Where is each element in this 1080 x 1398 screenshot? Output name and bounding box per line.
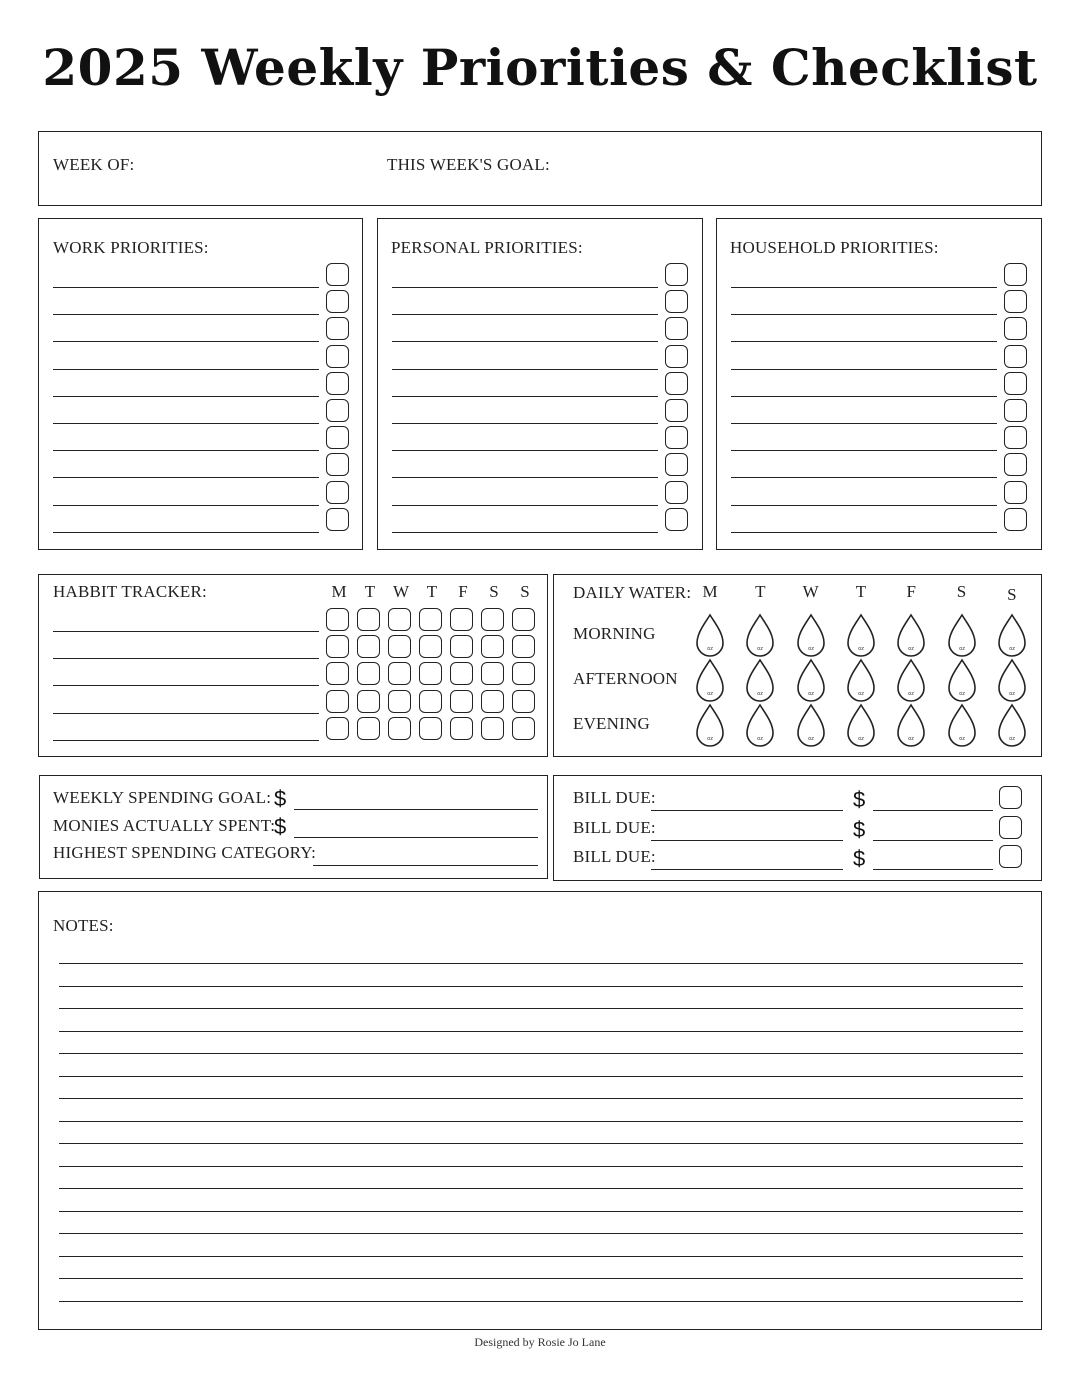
household-priorities-checkbox[interactable]: [1004, 453, 1027, 476]
household-priorities-line[interactable]: [731, 341, 997, 342]
spending-goal-line[interactable]: [294, 809, 538, 810]
water-day-header: S: [1007, 585, 1017, 604]
bill-amount-line[interactable]: [873, 810, 993, 811]
habit-checkbox[interactable]: [450, 662, 473, 685]
note-line[interactable]: [59, 1301, 1023, 1302]
water-drop-unit: oz: [1008, 736, 1015, 742]
personal-priorities-checkbox[interactable]: [665, 508, 688, 531]
water-day-header: F: [906, 582, 916, 601]
habit-checkbox[interactable]: [481, 608, 504, 631]
habit-checkbox[interactable]: [419, 608, 442, 631]
water-drop-unit: oz: [707, 691, 713, 697]
habit-checkbox[interactable]: [388, 608, 411, 631]
work-priorities-line[interactable]: [53, 369, 319, 370]
note-line[interactable]: [59, 1256, 1023, 1257]
bills-panel: [553, 775, 1042, 881]
water-drop-unit: oz: [1008, 691, 1015, 697]
spent-label: MONIES ACTUALLY SPENT:: [53, 816, 276, 835]
designer-credit: Designed by Rosie Jo Lane: [474, 1335, 606, 1349]
personal-priorities-panel: [377, 218, 703, 550]
habit-checkbox[interactable]: [419, 662, 442, 685]
household-priorities-line[interactable]: [731, 477, 997, 478]
habit-checkbox[interactable]: [357, 608, 380, 631]
household-priorities-checkbox[interactable]: [1004, 263, 1027, 286]
water-drop-unit: oz: [757, 691, 764, 697]
water-drop-unit: oz: [958, 691, 965, 697]
personal-priorities-line[interactable]: [392, 532, 658, 533]
week-header-panel: [38, 131, 1042, 206]
personal-priorities-checkbox[interactable]: [665, 481, 688, 504]
personal-priorities-line[interactable]: [392, 505, 658, 506]
work-priorities-line[interactable]: [53, 314, 319, 315]
water-drop-unit: oz: [908, 646, 915, 652]
habit-tracker-panel: [38, 574, 548, 757]
household-priorities-label: HOUSEHOLD PRIORITIES:: [730, 238, 939, 257]
habit-checkbox[interactable]: [326, 662, 349, 685]
habit-checkbox[interactable]: [450, 690, 473, 713]
water-drop-unit: oz: [1008, 646, 1015, 652]
note-line[interactable]: [59, 1233, 1023, 1234]
work-priorities-checkbox[interactable]: [326, 399, 349, 422]
work-priorities-line[interactable]: [53, 287, 319, 288]
work-priorities-checkbox[interactable]: [326, 263, 349, 286]
note-line[interactable]: [59, 1143, 1023, 1144]
water-drop-icon[interactable]: [947, 613, 977, 657]
work-priorities-line[interactable]: [53, 450, 319, 451]
water-day-header: M: [702, 582, 718, 601]
habit-checkbox[interactable]: [512, 690, 535, 713]
household-priorities-line[interactable]: [731, 532, 997, 533]
spent-line[interactable]: [294, 837, 538, 838]
personal-priorities-checkbox[interactable]: [665, 345, 688, 368]
water-drop-icon[interactable]: [695, 613, 725, 657]
water-drop-icon[interactable]: [997, 613, 1027, 657]
work-priorities-line[interactable]: [53, 341, 319, 342]
work-priorities-checkbox[interactable]: [326, 290, 349, 313]
habit-day-header: W: [392, 582, 410, 601]
water-drop-icon[interactable]: [846, 613, 876, 657]
water-drop-icon[interactable]: [796, 613, 826, 657]
habit-checkbox[interactable]: [357, 717, 380, 740]
household-priorities-checkbox[interactable]: [1004, 508, 1027, 531]
habit-checkbox[interactable]: [326, 635, 349, 658]
spending-panel: [39, 775, 548, 879]
personal-priorities-label: PERSONAL PRIORITIES:: [391, 238, 583, 257]
note-line[interactable]: [59, 1053, 1023, 1054]
habit-checkbox[interactable]: [481, 717, 504, 740]
household-priorities-checkbox[interactable]: [1004, 290, 1027, 313]
water-drop-unit: oz: [807, 736, 814, 742]
bill-dollar: $: [853, 846, 866, 871]
note-line[interactable]: [59, 1098, 1023, 1099]
habit-day-header: M: [331, 582, 347, 601]
work-priorities-line[interactable]: [53, 396, 319, 397]
work-priorities-checkbox[interactable]: [326, 481, 349, 504]
water-drop-unit: oz: [858, 691, 864, 697]
habit-checkbox[interactable]: [357, 635, 380, 658]
water-drop-icon[interactable]: [997, 658, 1027, 702]
habit-checkbox[interactable]: [450, 717, 473, 740]
habit-checkbox[interactable]: [512, 662, 535, 685]
personal-priorities-line[interactable]: [392, 341, 658, 342]
note-line[interactable]: [59, 1278, 1023, 1279]
spending-goal-label: WEEKLY SPENDING GOAL:: [53, 788, 272, 807]
category-line[interactable]: [313, 865, 538, 866]
work-priorities-checkbox[interactable]: [326, 317, 349, 340]
habit-checkbox[interactable]: [481, 635, 504, 658]
habit-checkbox[interactable]: [481, 662, 504, 685]
household-priorities-checkbox[interactable]: [1004, 372, 1027, 395]
habit-day-header: T: [364, 582, 376, 601]
habit-checkbox[interactable]: [512, 717, 535, 740]
habit-checkbox[interactable]: [419, 690, 442, 713]
personal-priorities-checkbox[interactable]: [665, 399, 688, 422]
bill-paid-checkbox[interactable]: [999, 845, 1022, 868]
personal-priorities-line[interactable]: [392, 314, 658, 315]
weekly-goal-label: THIS WEEK'S GOAL:: [387, 155, 550, 174]
household-priorities-checkbox[interactable]: [1004, 399, 1027, 422]
household-priorities-checkbox[interactable]: [1004, 317, 1027, 340]
habit-day-header: S: [520, 582, 530, 601]
water-drop-unit: oz: [807, 646, 814, 652]
habit-checkbox[interactable]: [326, 608, 349, 631]
bill-paid-checkbox[interactable]: [999, 786, 1022, 809]
personal-priorities-line[interactable]: [392, 287, 658, 288]
household-priorities-checkbox[interactable]: [1004, 426, 1027, 449]
habit-line[interactable]: [53, 740, 319, 741]
notes-panel: [38, 891, 1042, 1330]
water-day-header: T: [855, 582, 867, 601]
notes-label: NOTES:: [53, 916, 114, 935]
household-priorities-checkbox[interactable]: [1004, 481, 1027, 504]
note-line[interactable]: [59, 963, 1023, 964]
bill-paid-checkbox[interactable]: [999, 816, 1022, 839]
habit-checkbox[interactable]: [450, 608, 473, 631]
spending-goal-dollar: $: [274, 786, 287, 811]
daily-water-panel: [553, 574, 1042, 757]
habit-day-header: T: [426, 582, 438, 601]
note-line[interactable]: [59, 1188, 1023, 1189]
water-drop-unit: oz: [807, 691, 814, 697]
water-drop-unit: oz: [707, 646, 713, 652]
household-priorities-line[interactable]: [731, 450, 997, 451]
personal-priorities-line[interactable]: [392, 450, 658, 451]
water-drop-icon[interactable]: [695, 658, 725, 702]
note-line[interactable]: [59, 1211, 1023, 1212]
personal-priorities-checkbox[interactable]: [665, 263, 688, 286]
habit-checkbox[interactable]: [357, 690, 380, 713]
habit-checkbox[interactable]: [481, 690, 504, 713]
water-row-label: EVENING: [573, 714, 650, 733]
work-priorities-label: WORK PRIORITIES:: [53, 238, 209, 257]
water-drop-unit: oz: [858, 736, 864, 742]
water-drop-unit: oz: [757, 736, 764, 742]
bill-name-line[interactable]: [651, 810, 843, 811]
habit-line[interactable]: [53, 631, 319, 632]
personal-priorities-checkbox[interactable]: [665, 290, 688, 313]
water-drop-icon[interactable]: [947, 658, 977, 702]
habit-checkbox[interactable]: [388, 662, 411, 685]
bill-dollar: $: [853, 816, 866, 842]
water-drop-icon[interactable]: [796, 658, 826, 702]
week-of-label: WEEK OF:: [53, 155, 135, 174]
bill-dollar: $: [853, 787, 866, 812]
habit-day-header: S: [489, 582, 499, 601]
household-priorities-panel: [716, 218, 1042, 550]
note-line[interactable]: [59, 1008, 1023, 1009]
bill-due-label: BILL DUE:: [573, 817, 656, 837]
personal-priorities-checkbox[interactable]: [665, 453, 688, 476]
water-row-label: MORNING: [573, 624, 656, 643]
water-drop-icon[interactable]: [745, 658, 775, 702]
work-priorities-line[interactable]: [53, 532, 319, 533]
bill-amount-line[interactable]: [873, 840, 993, 841]
habit-line[interactable]: [53, 658, 319, 659]
water-row-label: AFTERNOON: [573, 669, 678, 688]
note-line[interactable]: [59, 1076, 1023, 1077]
habit-checkbox[interactable]: [512, 608, 535, 631]
personal-priorities-checkbox[interactable]: [665, 372, 688, 395]
work-priorities-checkbox[interactable]: [326, 426, 349, 449]
bill-amount-line[interactable]: [873, 869, 993, 870]
water-drop-unit: oz: [908, 736, 915, 742]
habit-checkbox[interactable]: [357, 662, 380, 685]
bill-name-line[interactable]: [651, 840, 843, 841]
household-priorities-line[interactable]: [731, 369, 997, 370]
household-priorities-checkbox[interactable]: [1004, 345, 1027, 368]
personal-priorities-checkbox[interactable]: [665, 317, 688, 340]
water-drop-unit: oz: [858, 646, 864, 652]
habit-checkbox[interactable]: [326, 717, 349, 740]
category-label: HIGHEST SPENDING CATEGORY:: [53, 843, 317, 862]
household-priorities-line[interactable]: [731, 396, 997, 397]
work-priorities-checkbox[interactable]: [326, 508, 349, 531]
daily-water-label: DAILY WATER:: [573, 583, 692, 602]
habit-checkbox[interactable]: [419, 717, 442, 740]
water-drop-icon[interactable]: [997, 703, 1027, 747]
habit-checkbox[interactable]: [450, 635, 473, 658]
bill-due-label: BILL DUE:: [573, 788, 656, 807]
bill-name-line[interactable]: [651, 869, 843, 870]
water-drop-icon[interactable]: [896, 613, 926, 657]
work-priorities-line[interactable]: [53, 477, 319, 478]
habit-checkbox[interactable]: [388, 717, 411, 740]
habit-tracker-label: HABBIT TRACKER:: [53, 582, 207, 601]
page-title: 2025 Weekly Priorities & Checklist: [42, 38, 1038, 97]
habit-checkbox[interactable]: [419, 635, 442, 658]
habit-checkbox[interactable]: [512, 635, 535, 658]
note-line[interactable]: [59, 986, 1023, 987]
personal-priorities-line[interactable]: [392, 477, 658, 478]
water-drop-unit: oz: [958, 646, 965, 652]
bill-due-label: BILL DUE:: [573, 847, 656, 866]
habit-checkbox[interactable]: [388, 690, 411, 713]
personal-priorities-line[interactable]: [392, 423, 658, 424]
water-drop-icon[interactable]: [846, 658, 876, 702]
personal-priorities-line[interactable]: [392, 369, 658, 370]
household-priorities-line[interactable]: [731, 423, 997, 424]
water-drop-unit: oz: [707, 736, 713, 742]
household-priorities-line[interactable]: [731, 505, 997, 506]
habit-checkbox[interactable]: [326, 690, 349, 713]
water-drop-icon[interactable]: [695, 703, 725, 747]
work-priorities-checkbox[interactable]: [326, 372, 349, 395]
habit-day-header: F: [458, 582, 468, 601]
note-line[interactable]: [59, 1121, 1023, 1122]
water-day-header: T: [755, 582, 766, 601]
household-priorities-line[interactable]: [731, 314, 997, 315]
water-drop-icon[interactable]: [947, 703, 977, 747]
work-priorities-line[interactable]: [53, 423, 319, 424]
water-drop-unit: oz: [908, 691, 915, 697]
work-priorities-line[interactable]: [53, 505, 319, 506]
water-drop-icon[interactable]: [896, 658, 926, 702]
work-priorities-checkbox[interactable]: [326, 453, 349, 476]
personal-priorities-checkbox[interactable]: [665, 426, 688, 449]
water-drop-icon[interactable]: [846, 703, 876, 747]
water-day-header: W: [802, 582, 819, 601]
household-priorities-line[interactable]: [731, 287, 997, 288]
water-drop-unit: oz: [958, 736, 965, 742]
note-line[interactable]: [59, 1031, 1023, 1032]
note-line[interactable]: [59, 1166, 1023, 1167]
water-drop-icon[interactable]: [745, 703, 775, 747]
water-day-header: S: [956, 582, 967, 601]
water-drop-icon[interactable]: [796, 703, 826, 747]
habit-checkbox[interactable]: [388, 635, 411, 658]
water-drop-icon[interactable]: [896, 703, 926, 747]
work-priorities-panel: [38, 218, 363, 550]
spent-dollar: $: [274, 814, 287, 839]
personal-priorities-line[interactable]: [392, 396, 658, 397]
habit-line[interactable]: [53, 713, 319, 714]
habit-line[interactable]: [53, 685, 319, 686]
water-drop-icon[interactable]: [745, 613, 775, 657]
water-drop-unit: oz: [757, 646, 764, 652]
work-priorities-checkbox[interactable]: [326, 345, 349, 368]
